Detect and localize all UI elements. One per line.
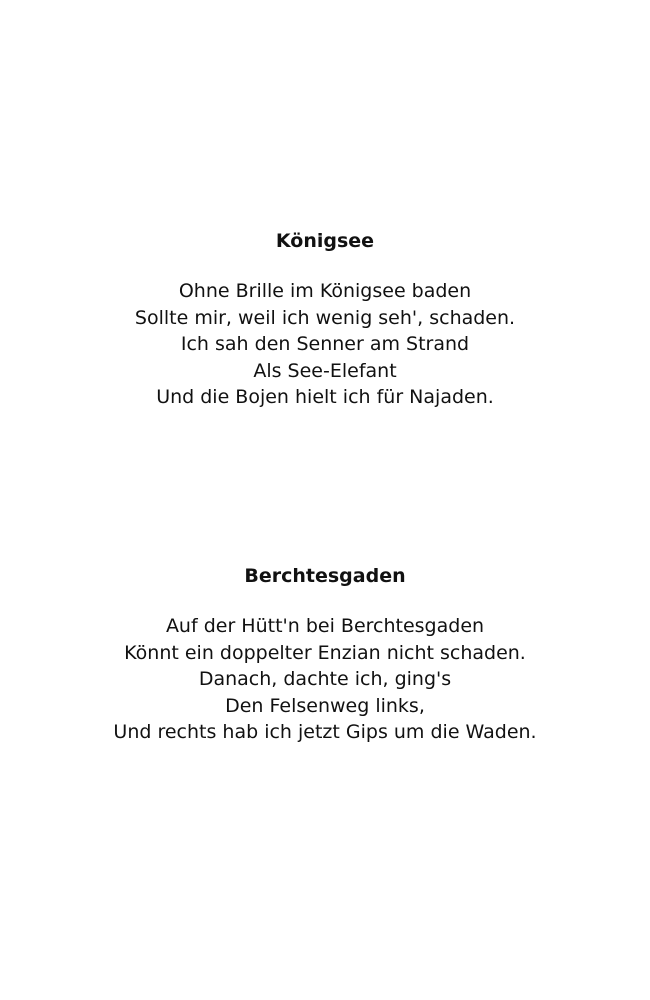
poem-stanza: [0, 613, 650, 746]
poem-berchtesgaden: [0, 563, 650, 746]
poem-line: Auf der Hütt'n bei Berchtesgaden: [165, 615, 485, 637]
poem-line: Als See-Elefant: [253, 359, 397, 382]
poem-line: Sollte mir, weil ich wenig seh', schaden.: [134, 306, 516, 329]
poem-line: Ohne Brille im Königsee baden: [178, 280, 472, 302]
poem-title: Berchtesgaden: [244, 565, 406, 587]
poem-line: Und die Bojen hielt ich für Najaden.: [156, 386, 494, 408]
poem-koenigsee: [0, 228, 650, 411]
poem-line: Und rechts hab ich jetzt Gips um die Waden.: [113, 721, 537, 743]
poem-line: Den Felsenweg links,: [225, 694, 425, 717]
poem-line: Danach, dachte ich, ging's: [198, 668, 452, 690]
poem-stanza: [0, 278, 650, 411]
poem-line: Könnt ein doppelter Enzian nicht schaden.: [124, 641, 526, 664]
poem-title: Königsee: [275, 230, 375, 252]
poem-line: Ich sah den Senner am Strand: [180, 333, 470, 355]
